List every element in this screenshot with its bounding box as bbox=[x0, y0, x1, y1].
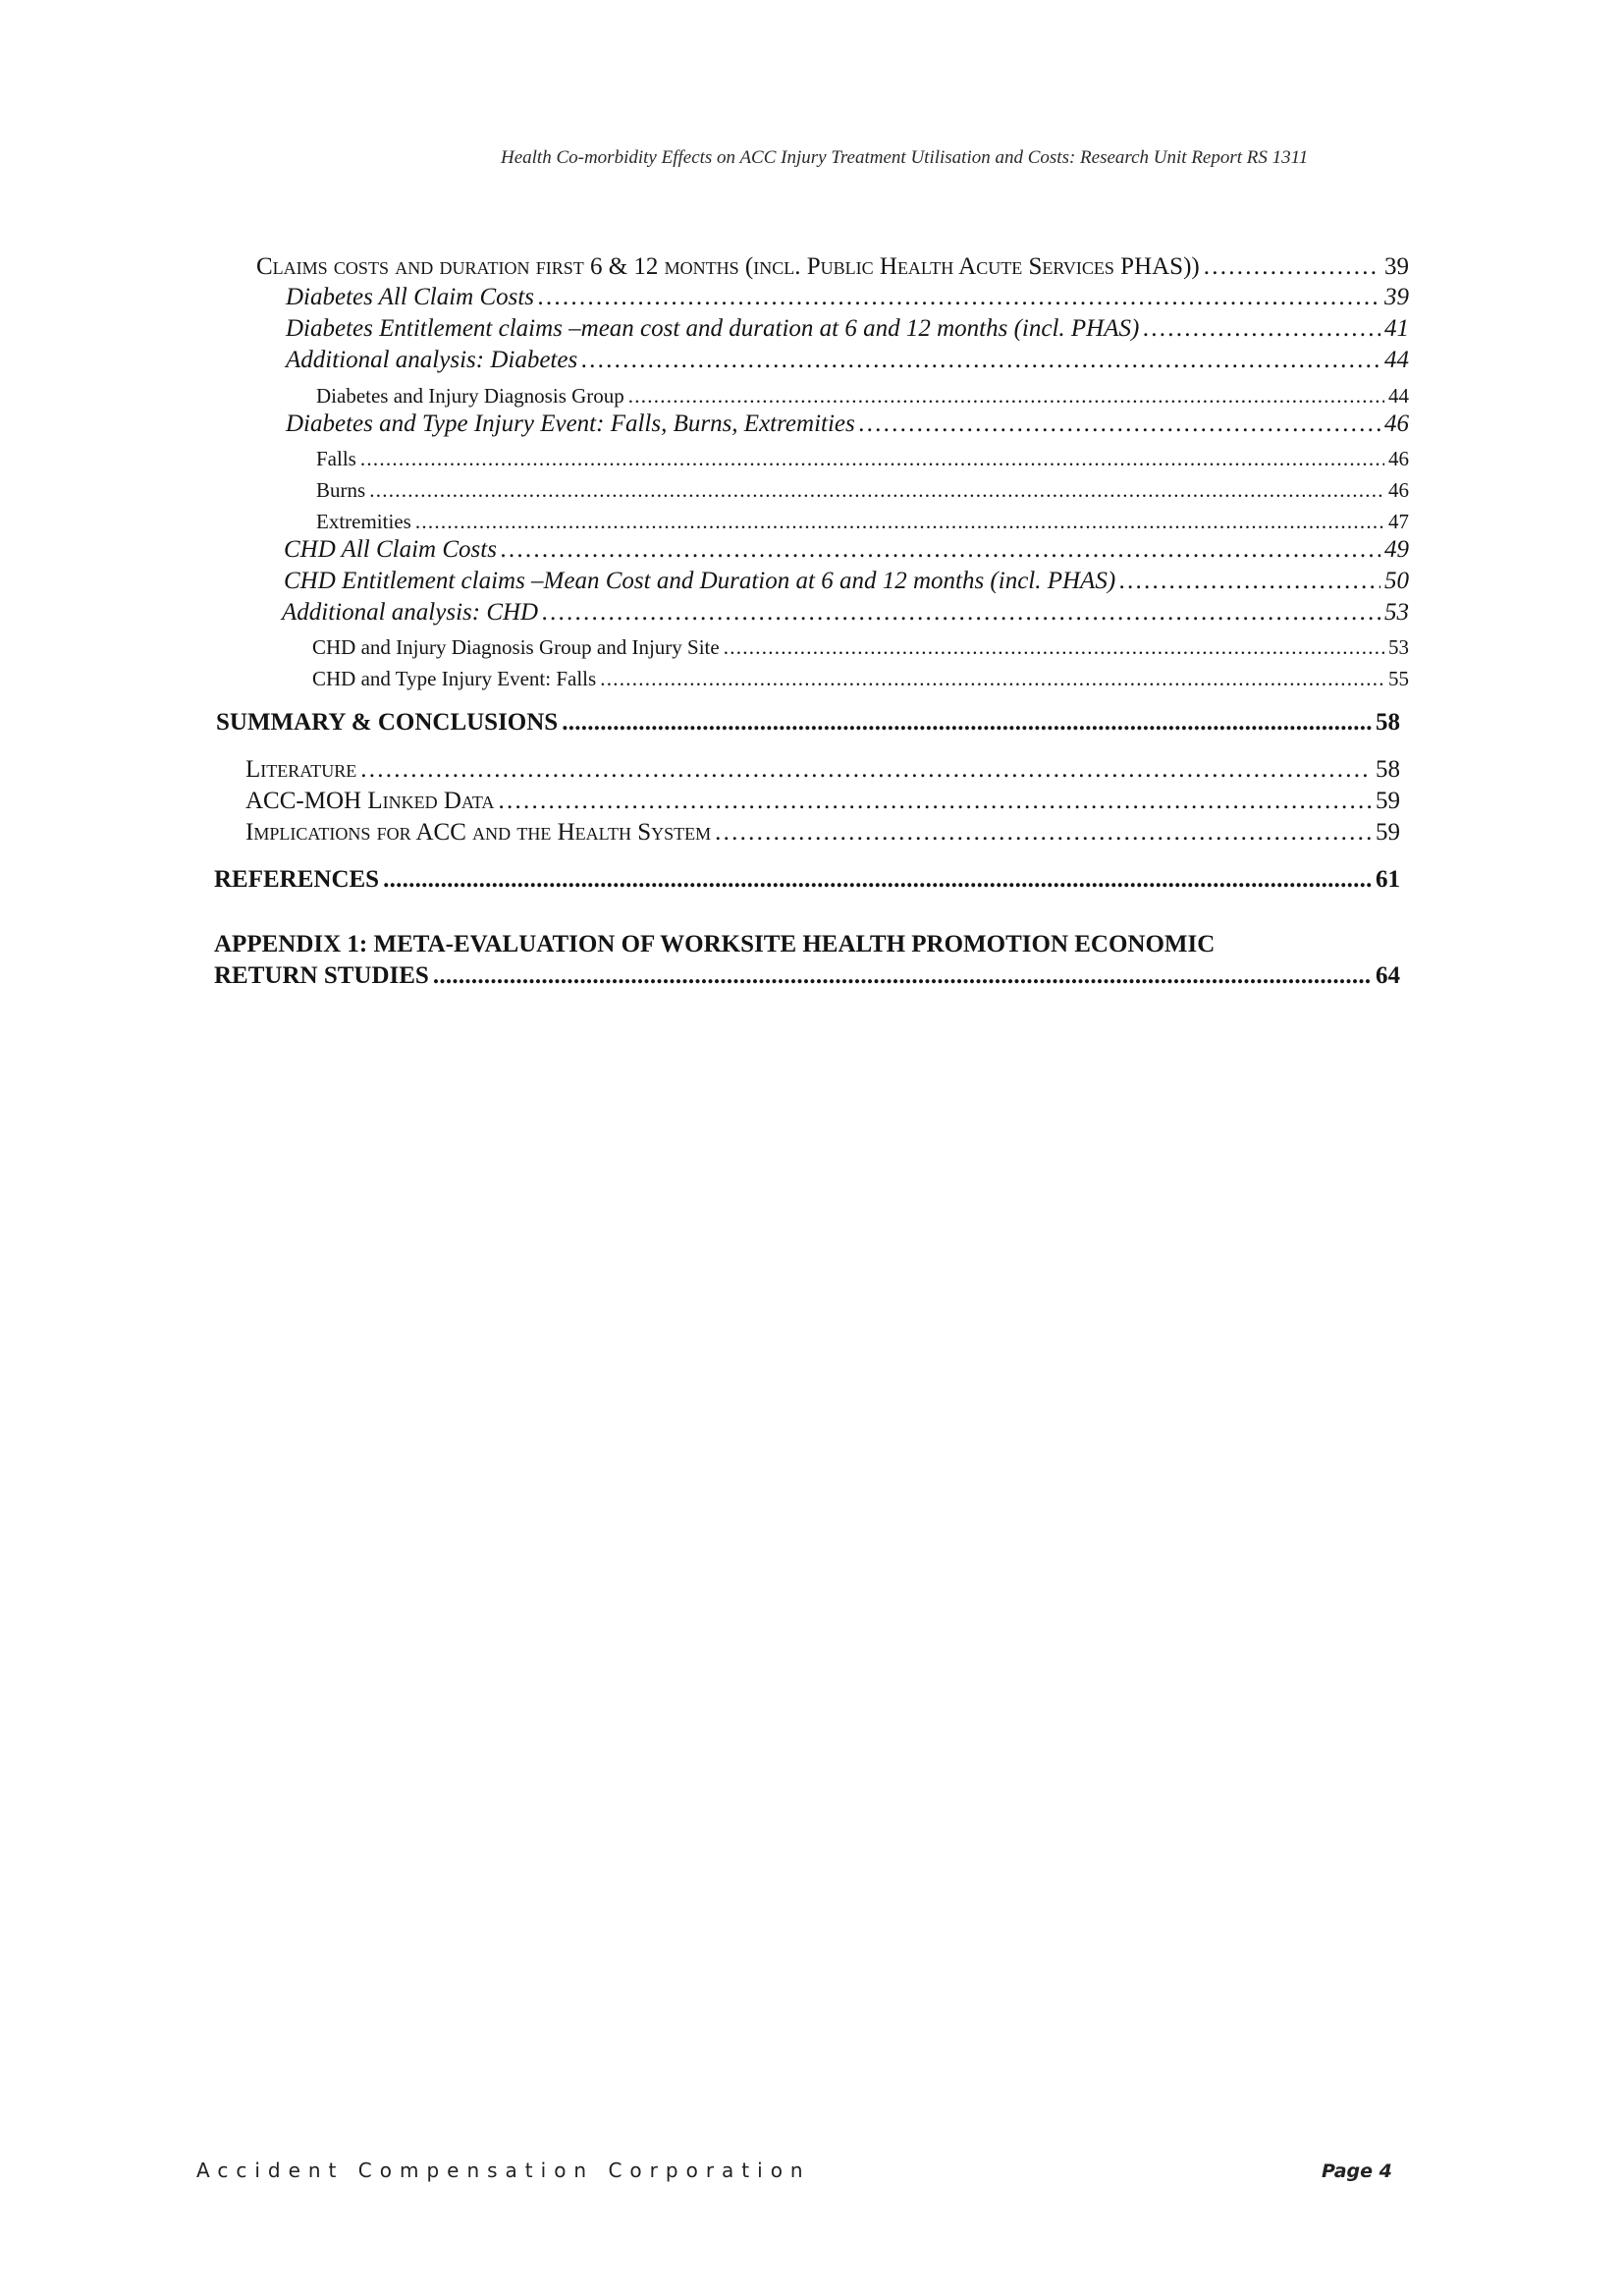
toc-entry-title: ACC-MOH Linked Data bbox=[245, 788, 495, 814]
toc-appendix-title-line2: RETURN STUDIES bbox=[214, 962, 429, 989]
toc-entry-appendix-1[interactable] bbox=[214, 931, 1400, 989]
toc-entry-page: 59 bbox=[1376, 788, 1400, 814]
toc-entry-title: Additional analysis: CHD bbox=[282, 599, 539, 626]
toc-entry-page: 46 bbox=[1388, 478, 1409, 502]
toc-leader-dots bbox=[859, 410, 1380, 438]
toc-entry-page: 41 bbox=[1384, 315, 1409, 342]
toc-entry-page: 59 bbox=[1376, 819, 1400, 846]
toc-entry-diabetes-all-claim-costs[interactable] bbox=[286, 284, 1409, 311]
toc-leader-dots bbox=[562, 709, 1372, 737]
toc-entry-acc-moh-linked-data[interactable] bbox=[245, 788, 1400, 815]
toc-entry-title: Diabetes Entitlement claims –mean cost and duration at 6 and 12 months (incl. PHAS) bbox=[286, 315, 1140, 342]
toc-entry-title: Burns bbox=[316, 478, 366, 502]
toc-entry-page: 53 bbox=[1388, 635, 1409, 659]
toc-entry-title: Implications for ACC and the Health System bbox=[245, 819, 712, 846]
toc-entry-page: 39 bbox=[1384, 284, 1409, 310]
toc-entry-chd-type-injury-event-falls[interactable] bbox=[312, 667, 1409, 691]
toc-entry-page: 53 bbox=[1384, 599, 1409, 626]
toc-entry-title: CHD and Type Injury Event: Falls bbox=[312, 667, 597, 690]
toc-entry-title: Literature bbox=[245, 756, 357, 783]
toc-entry-page: 39 bbox=[1384, 253, 1409, 280]
toc-entry-additional-analysis-chd[interactable] bbox=[282, 599, 1409, 627]
toc-entry-chd-entitlement-claims[interactable] bbox=[284, 568, 1409, 595]
toc-entry-claims-costs[interactable] bbox=[256, 253, 1409, 281]
toc-entry-page: 47 bbox=[1388, 510, 1409, 533]
toc-entry-page: 58 bbox=[1376, 756, 1400, 783]
toc-entry-diabetes-injury-diagnosis[interactable] bbox=[316, 384, 1409, 409]
toc-leader-dots bbox=[1204, 253, 1380, 281]
toc-leader-dots bbox=[383, 866, 1372, 894]
footer-organisation: Accident Compensation Corporation bbox=[196, 2159, 811, 2182]
toc-entry-page: 44 bbox=[1388, 384, 1409, 408]
toc-leader-dots bbox=[415, 510, 1384, 534]
toc-leader-dots bbox=[581, 347, 1380, 374]
toc-leader-dots bbox=[360, 756, 1372, 784]
toc-leader-dots bbox=[369, 478, 1384, 503]
toc-entry-falls[interactable] bbox=[316, 447, 1409, 471]
toc-leader-dots bbox=[542, 599, 1380, 627]
toc-entry-literature[interactable] bbox=[245, 756, 1400, 784]
toc-appendix-title-line1: APPENDIX 1: META-EVALUATION OF WORKSITE HEALTH PROMOTION ECONOMIC bbox=[214, 931, 1216, 957]
toc-entry-references[interactable] bbox=[214, 866, 1400, 894]
toc-leader-dots bbox=[724, 635, 1384, 660]
toc-entry-chd-all-claim-costs[interactable] bbox=[284, 536, 1409, 564]
toc-entry-page: 58 bbox=[1376, 709, 1400, 736]
toc-leader-dots bbox=[501, 536, 1380, 564]
toc-leader-dots bbox=[433, 962, 1372, 990]
toc-leader-dots bbox=[538, 284, 1380, 311]
toc-entry-burns[interactable] bbox=[316, 478, 1409, 503]
toc-entry-diabetes-entitlement-claims[interactable] bbox=[286, 315, 1409, 343]
toc-leader-dots bbox=[360, 447, 1384, 471]
toc-entry-title: Additional analysis: Diabetes bbox=[286, 347, 578, 373]
toc-entry-title: CHD Entitlement claims –Mean Cost and Duration at 6 and 12 months (incl. PHAS) bbox=[284, 568, 1116, 594]
toc-leader-dots bbox=[600, 667, 1384, 691]
toc-entry-implications[interactable] bbox=[245, 819, 1400, 847]
toc-leader-dots bbox=[715, 819, 1372, 847]
toc-entry-title: REFERENCES bbox=[214, 866, 380, 893]
toc-entry-title: Diabetes and Type Injury Event: Falls, Burns, Extremities bbox=[286, 410, 855, 437]
toc-leader-dots bbox=[498, 788, 1372, 815]
toc-entry-title: Diabetes All Claim Costs bbox=[286, 284, 535, 310]
toc-entry-title: Claims costs and duration first 6 & 12 months (incl. Public Health Acute Services PHAS)) bbox=[256, 253, 1200, 280]
toc-entry-title: Falls bbox=[316, 447, 356, 470]
toc-leader-dots bbox=[1143, 315, 1380, 343]
toc-entry-page: 61 bbox=[1376, 866, 1400, 893]
running-header: Health Co-morbidity Effects on ACC Injury Treatment Utilisation and Costs: Research Unit Report RS 1311 bbox=[501, 147, 1309, 168]
toc-entry-title: CHD All Claim Costs bbox=[284, 536, 497, 563]
toc-entry-page: 64 bbox=[1376, 962, 1400, 989]
toc-entry-page: 46 bbox=[1384, 410, 1409, 437]
toc-entry-page: 55 bbox=[1388, 667, 1409, 690]
toc-entry-page: 49 bbox=[1384, 536, 1409, 563]
toc-entry-title: Extremities bbox=[316, 510, 411, 533]
toc-leader-dots bbox=[1119, 568, 1380, 595]
toc-leader-dots bbox=[628, 384, 1384, 409]
toc-entry-chd-injury-diagnosis[interactable] bbox=[312, 635, 1409, 660]
toc-entry-title: SUMMARY & CONCLUSIONS bbox=[216, 709, 559, 736]
toc-entry-extremities[interactable] bbox=[316, 510, 1409, 534]
toc-entry-page: 50 bbox=[1384, 568, 1409, 594]
toc-entry-additional-analysis-diabetes[interactable] bbox=[286, 347, 1409, 374]
toc-appendix-line2 bbox=[214, 962, 1400, 990]
toc-entry-page: 46 bbox=[1388, 447, 1409, 470]
toc-entry-diabetes-type-injury-event[interactable] bbox=[286, 410, 1409, 438]
toc-entry-title: Diabetes and Injury Diagnosis Group bbox=[316, 384, 624, 408]
toc-entry-title: CHD and Injury Diagnosis Group and Injury Site bbox=[312, 635, 720, 659]
toc-entry-summary-conclusions[interactable] bbox=[216, 709, 1400, 737]
toc-entry-page: 44 bbox=[1384, 347, 1409, 373]
footer-page-number: Page 4 bbox=[1322, 2160, 1392, 2182]
